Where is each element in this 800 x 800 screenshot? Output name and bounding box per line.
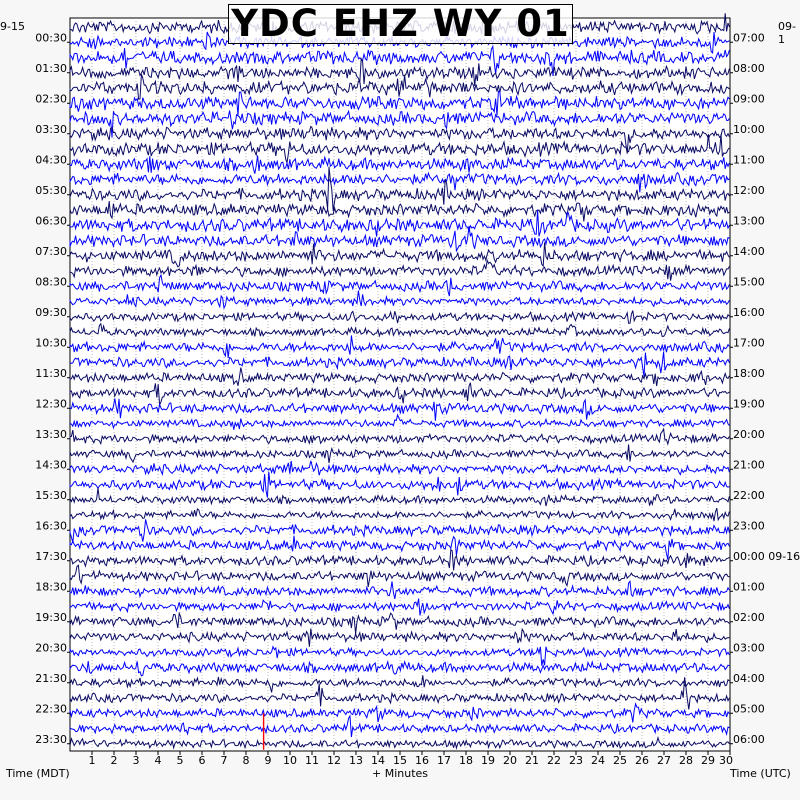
minute-axis (89, 751, 734, 767)
left-time-label: 08:30 (35, 275, 67, 289)
right-time-label: 20:00 (733, 427, 765, 441)
minute-tick-label: 5 (176, 754, 184, 767)
minute-tick-label: 24 (591, 754, 605, 767)
left-time-label: 22:30 (35, 702, 67, 716)
left-time-label: 09:30 (35, 305, 67, 319)
left-time-label: 15:30 (35, 488, 67, 502)
utc-start-date-label: 09-1 (778, 20, 796, 46)
right-time-label: 19:00 (733, 397, 765, 411)
minute-tick-label: 13 (349, 754, 363, 767)
right-time-label: 13:00 (733, 214, 765, 228)
minute-tick-label: 20 (503, 754, 517, 767)
right-time-label: 21:00 (733, 458, 765, 472)
minute-tick-label: 7 (220, 754, 228, 767)
right-time-label: 15:00 (733, 275, 765, 289)
left-time-label: 21:30 (35, 671, 67, 685)
right-time-label: 03:00 (733, 641, 765, 655)
left-time-label: 00:30 (35, 31, 67, 45)
right-time-label: 00:00 09-16 (733, 549, 800, 563)
left-time-label: 16:30 (35, 519, 67, 533)
minute-tick-label: 17 (437, 754, 451, 767)
minute-tick-label: 26 (635, 754, 649, 767)
minute-tick-label: 15 (393, 754, 407, 767)
minute-tick-label: 19 (481, 754, 495, 767)
left-time-axis (35, 31, 70, 746)
left-time-label: 23:30 (35, 732, 67, 746)
right-time-label: 18:00 (733, 366, 765, 380)
left-time-label: 06:30 (35, 214, 67, 228)
left-time-label: 18:30 (35, 580, 67, 594)
right-time-label: 01:00 (733, 580, 765, 594)
left-time-label: 10:30 (35, 336, 67, 350)
right-time-label: 12:00 (733, 183, 765, 197)
left-time-label: 19:30 (35, 610, 67, 624)
minute-tick-label: 8 (242, 754, 250, 767)
minute-tick-label: 27 (657, 754, 671, 767)
left-time-label: 13:30 (35, 427, 67, 441)
x-axis-title: + Minutes (372, 767, 429, 780)
left-time-label: 04:30 (35, 153, 67, 167)
minute-tick-label: 10 (283, 754, 297, 767)
left-time-label: 12:30 (35, 397, 67, 411)
left-time-label: 01:30 (35, 61, 67, 75)
minute-tick-label: 6 (198, 754, 206, 767)
left-time-label: 05:30 (35, 183, 67, 197)
minute-tick-label: 18 (459, 754, 473, 767)
right-time-label: 02:00 (733, 610, 765, 624)
station-title: YDC EHZ WY 01 (228, 4, 573, 44)
right-axis-title: Time (UTC) (730, 767, 791, 780)
left-time-label: 20:30 (35, 641, 67, 655)
minute-tick-label: 16 (415, 754, 429, 767)
right-time-label: 16:00 (733, 305, 765, 319)
minute-tick-label: 3 (132, 754, 140, 767)
right-time-axis (730, 31, 800, 746)
left-time-label: 17:30 (35, 549, 67, 563)
right-time-label: 09:00 (733, 92, 765, 106)
minute-tick-label: 4 (154, 754, 162, 767)
left-time-label: 07:30 (35, 244, 67, 258)
right-time-label: 11:00 (733, 153, 765, 167)
minute-tick-label: 29 (701, 754, 715, 767)
minute-tick-label: 12 (327, 754, 341, 767)
right-time-label: 08:00 (733, 61, 765, 75)
start-date-label: 9-15 (0, 20, 25, 33)
right-time-label: 22:00 (733, 488, 765, 502)
minute-tick-label: 2 (110, 754, 118, 767)
right-time-label: 06:00 (733, 732, 765, 746)
left-axis-title: Time (MDT) (6, 767, 70, 780)
minute-tick-label: 23 (569, 754, 583, 767)
minute-tick-label: 21 (525, 754, 539, 767)
minute-tick-label: 25 (613, 754, 627, 767)
left-time-label: 14:30 (35, 458, 67, 472)
minute-tick-label: 22 (547, 754, 561, 767)
left-time-label: 03:30 (35, 122, 67, 136)
left-time-label: 11:30 (35, 366, 67, 380)
minute-tick-label: 28 (679, 754, 693, 767)
right-time-label: 23:00 (733, 519, 765, 533)
minute-tick-label: 11 (305, 754, 319, 767)
right-time-label: 14:00 (733, 244, 765, 258)
minute-tick-label: 30 (719, 754, 733, 767)
right-time-label: 10:00 (733, 122, 765, 136)
minute-tick-label: 9 (264, 754, 272, 767)
minute-tick-label: 14 (371, 754, 385, 767)
left-time-label: 02:30 (35, 92, 67, 106)
right-time-label: 05:00 (733, 702, 765, 716)
right-time-label: 07:00 (733, 31, 765, 45)
minute-tick-label: 1 (88, 754, 96, 767)
right-time-label: 17:00 (733, 336, 765, 350)
right-time-label: 04:00 (733, 671, 765, 685)
